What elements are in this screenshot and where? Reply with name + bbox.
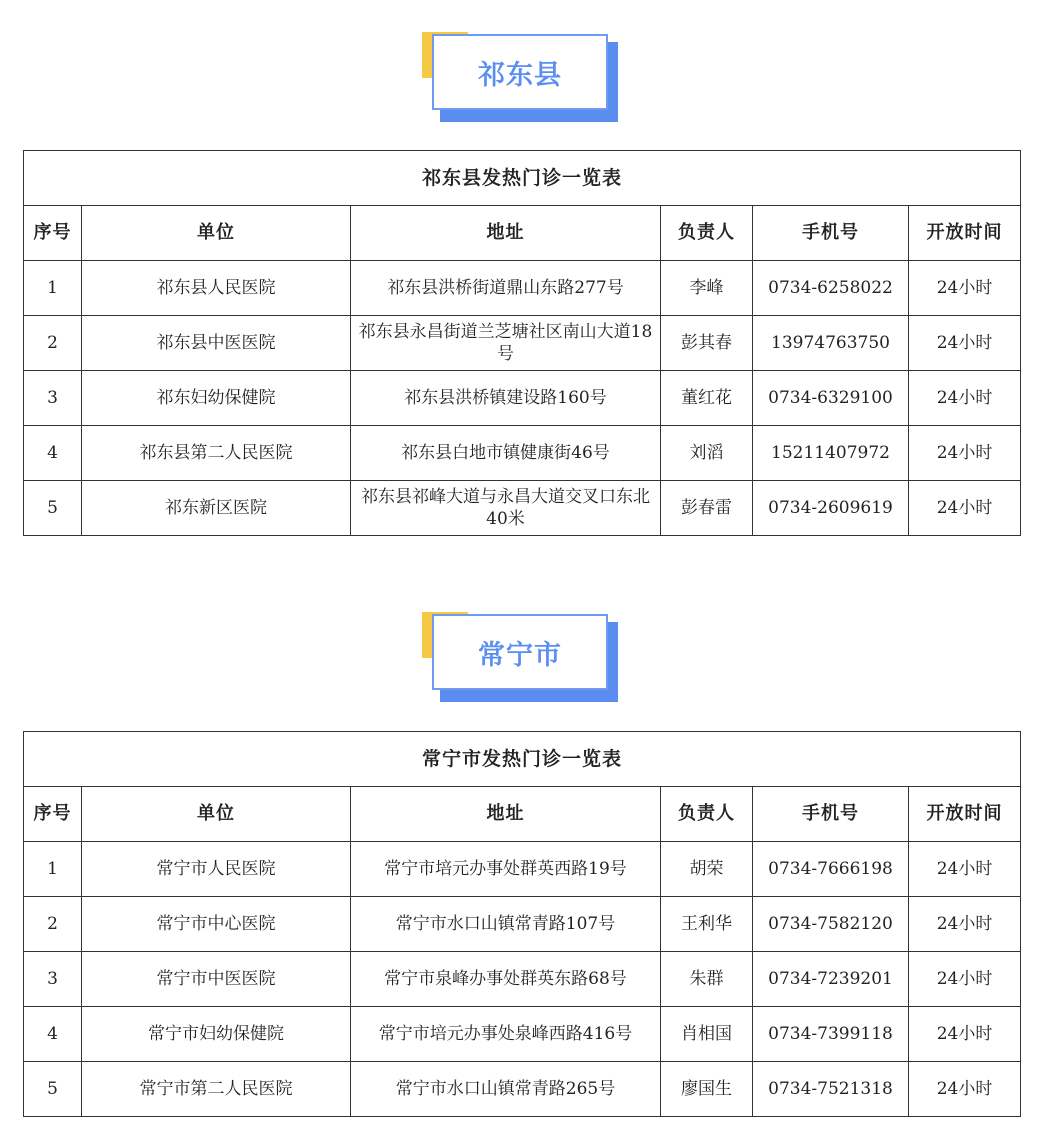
cell-address: 祁东县白地市镇健康街46号 — [351, 426, 661, 481]
table-row — [24, 316, 1021, 371]
cell-phone: 0734-7399118 — [753, 1007, 909, 1062]
header-person: 负责人 — [661, 787, 753, 842]
cell-unit: 祁东县第二人民医院 — [82, 426, 351, 481]
header-hours: 开放时间 — [909, 206, 1021, 261]
table-row — [24, 952, 1021, 1007]
cell-person: 廖国生 — [661, 1062, 753, 1117]
cell-person: 胡荣 — [661, 842, 753, 897]
cell-person: 彭春雷 — [661, 481, 753, 536]
cell-hours: 24小时 — [909, 1007, 1021, 1062]
cell-address: 祁东县洪桥镇建设路160号 — [351, 371, 661, 426]
cell-phone: 0734-7666198 — [753, 842, 909, 897]
cell-person: 朱群 — [661, 952, 753, 1007]
cell-phone: 0734-7582120 — [753, 897, 909, 952]
cell-address: 祁东县祁峰大道与永昌大道交叉口东北40米 — [351, 481, 661, 536]
cell-phone: 0734-7521318 — [753, 1062, 909, 1117]
table-title-row — [24, 732, 1021, 787]
qidong-section-badge — [422, 32, 622, 124]
qidong-fever-clinic-table — [23, 150, 1021, 536]
cell-hours: 24小时 — [909, 481, 1021, 536]
table-row — [24, 371, 1021, 426]
cell-person: 刘滔 — [661, 426, 753, 481]
changning-table-title: 常宁市发热门诊一览表 — [24, 732, 1021, 787]
header-unit: 单位 — [82, 206, 351, 261]
cell-person: 李峰 — [661, 261, 753, 316]
cell-person: 肖相国 — [661, 1007, 753, 1062]
cell-phone: 0734-7239201 — [753, 952, 909, 1007]
table-row — [24, 1007, 1021, 1062]
cell-address: 常宁市培元办事处群英西路19号 — [351, 842, 661, 897]
cell-hours: 24小时 — [909, 952, 1021, 1007]
changning-fever-clinic-table — [23, 731, 1021, 1117]
cell-address: 常宁市培元办事处泉峰西路416号 — [351, 1007, 661, 1062]
cell-unit: 常宁市中医医院 — [82, 952, 351, 1007]
table-row — [24, 897, 1021, 952]
table-header-row — [24, 787, 1021, 842]
cell-unit: 常宁市第二人民医院 — [82, 1062, 351, 1117]
cell-no: 2 — [24, 897, 82, 952]
cell-phone: 0734-6329100 — [753, 371, 909, 426]
cell-hours: 24小时 — [909, 261, 1021, 316]
header-hours: 开放时间 — [909, 787, 1021, 842]
cell-no: 2 — [24, 316, 82, 371]
cell-address: 常宁市泉峰办事处群英东路68号 — [351, 952, 661, 1007]
cell-no: 1 — [24, 261, 82, 316]
cell-hours: 24小时 — [909, 316, 1021, 371]
cell-phone: 0734-2609619 — [753, 481, 909, 536]
cell-person: 彭其春 — [661, 316, 753, 371]
cell-address: 祁东县永昌街道兰芝塘社区南山大道18号 — [351, 316, 661, 371]
cell-no: 3 — [24, 952, 82, 1007]
cell-hours: 24小时 — [909, 1062, 1021, 1117]
cell-no: 5 — [24, 1062, 82, 1117]
table-row — [24, 1062, 1021, 1117]
cell-person: 王利华 — [661, 897, 753, 952]
header-phone: 手机号 — [753, 787, 909, 842]
header-phone: 手机号 — [753, 206, 909, 261]
header-no: 序号 — [24, 787, 82, 842]
cell-no: 4 — [24, 1007, 82, 1062]
cell-address: 常宁市水口山镇常青路265号 — [351, 1062, 661, 1117]
changning-badge-label: 常宁市 — [432, 614, 608, 690]
table-row — [24, 481, 1021, 536]
header-address: 地址 — [351, 206, 661, 261]
cell-hours: 24小时 — [909, 842, 1021, 897]
cell-hours: 24小时 — [909, 371, 1021, 426]
cell-unit: 常宁市人民医院 — [82, 842, 351, 897]
cell-person: 董红花 — [661, 371, 753, 426]
qidong-table-title: 祁东县发热门诊一览表 — [24, 151, 1021, 206]
cell-unit: 祁东妇幼保健院 — [82, 371, 351, 426]
cell-address: 祁东县洪桥街道鼎山东路277号 — [351, 261, 661, 316]
cell-unit: 常宁市中心医院 — [82, 897, 351, 952]
table-row — [24, 426, 1021, 481]
cell-no: 5 — [24, 481, 82, 536]
cell-unit: 祁东新区医院 — [82, 481, 351, 536]
qidong-badge-label: 祁东县 — [432, 34, 608, 110]
table-header-row — [24, 206, 1021, 261]
cell-unit: 常宁市妇幼保健院 — [82, 1007, 351, 1062]
cell-phone: 0734-6258022 — [753, 261, 909, 316]
cell-address: 常宁市水口山镇常青路107号 — [351, 897, 661, 952]
table-row — [24, 842, 1021, 897]
cell-phone: 15211407972 — [753, 426, 909, 481]
cell-unit: 祁东县中医医院 — [82, 316, 351, 371]
header-person: 负责人 — [661, 206, 753, 261]
header-unit: 单位 — [82, 787, 351, 842]
cell-hours: 24小时 — [909, 897, 1021, 952]
cell-no: 1 — [24, 842, 82, 897]
cell-unit: 祁东县人民医院 — [82, 261, 351, 316]
cell-no: 3 — [24, 371, 82, 426]
cell-phone: 13974763750 — [753, 316, 909, 371]
cell-hours: 24小时 — [909, 426, 1021, 481]
table-row — [24, 261, 1021, 316]
header-address: 地址 — [351, 787, 661, 842]
cell-no: 4 — [24, 426, 82, 481]
header-no: 序号 — [24, 206, 82, 261]
changning-section-badge — [422, 612, 622, 704]
table-title-row — [24, 151, 1021, 206]
